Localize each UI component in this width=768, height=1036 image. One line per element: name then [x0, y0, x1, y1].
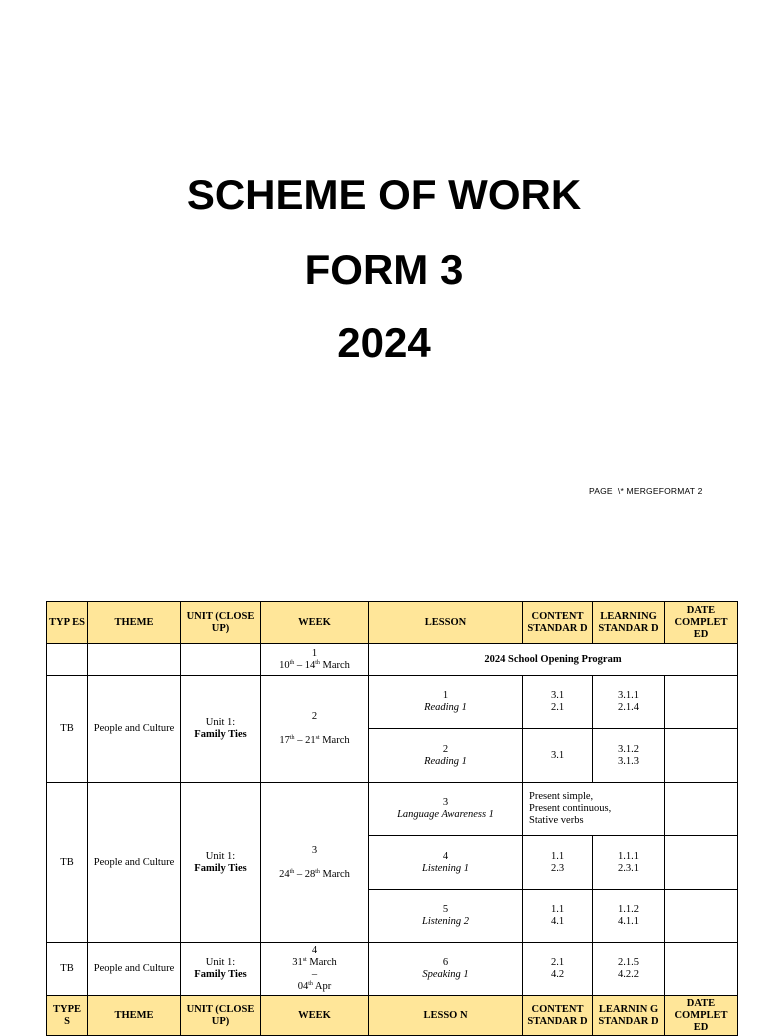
- title-line-2: FORM 3: [304, 246, 464, 293]
- learning-standard-cell: [593, 890, 665, 943]
- learning-standard: 3.1.3: [618, 755, 639, 767]
- theme-cell: People and Culture: [88, 943, 181, 996]
- content-standard: 2.3: [550, 862, 565, 874]
- header-date-completed: DATE COMPLET ED: [665, 602, 738, 644]
- content-standard-cell: [523, 676, 593, 729]
- date-completed-cell: [665, 676, 738, 729]
- lesson-name: Listening 2: [422, 916, 469, 927]
- header-unit: UNIT (CLOSE UP): [181, 996, 261, 1036]
- lesson-cell: [369, 676, 523, 729]
- table-row: [47, 943, 738, 996]
- lesson-name: Speaking 1: [422, 969, 469, 980]
- content-standard: 2.1: [550, 702, 565, 713]
- learning-standard-cell: [593, 729, 665, 783]
- lesson-cell: [369, 783, 523, 836]
- header-date-completed: DATE COMPLET ED: [665, 996, 738, 1036]
- learning-standard: 1.1.2: [618, 904, 639, 915]
- empty-cell: [47, 644, 88, 676]
- header-week: WEEK: [261, 602, 369, 644]
- learning-standard: 3.1.1: [618, 690, 639, 701]
- lesson-number: 4: [442, 850, 449, 862]
- learning-standard-cell: [593, 676, 665, 729]
- table-header-row: [47, 602, 738, 644]
- week-dates: 10th – 14th March: [279, 659, 350, 671]
- theme-cell: People and Culture: [88, 783, 181, 943]
- lesson-cell: [369, 943, 523, 996]
- week-dates: 31st March: [292, 957, 337, 968]
- learning-standard-cell: [593, 836, 665, 890]
- week-dates: –: [311, 969, 318, 980]
- learning-standard-cell: [593, 943, 665, 996]
- header-lesson: LESSON: [369, 602, 523, 644]
- learning-standard: 3.1.2: [618, 743, 639, 755]
- lesson-number: 6: [442, 957, 449, 968]
- date-completed-cell: [665, 890, 738, 943]
- date-completed-cell: [665, 783, 738, 836]
- page-number-field: PAGE \* MERGEFORMAT 2: [589, 486, 703, 496]
- learning-standard: 4.2.2: [618, 969, 639, 980]
- content-standard: 1.1: [550, 904, 565, 915]
- learning-standard: 2.1.4: [618, 702, 639, 713]
- lesson-number: 3: [442, 797, 449, 808]
- week-dates: 17th – 21st March: [279, 735, 350, 746]
- grammar-item: Present continuous,: [529, 803, 612, 814]
- date-completed-cell: [665, 943, 738, 996]
- content-standard: 1.1: [550, 850, 565, 862]
- grammar-item: Stative verbs: [529, 815, 584, 826]
- week-number: 1: [311, 647, 318, 659]
- header-lesson: LESSO N: [369, 996, 523, 1036]
- content-standard: 3.1: [550, 690, 565, 701]
- content-standard-cell: [523, 943, 593, 996]
- learning-standard: 1.1.1: [618, 850, 639, 862]
- content-standard-cell: [523, 729, 593, 783]
- table-row: [47, 676, 738, 729]
- week-number: 2: [311, 711, 318, 722]
- unit-name: Family Ties: [194, 862, 247, 874]
- empty-cell: [181, 644, 261, 676]
- unit-name: Family Ties: [194, 969, 247, 980]
- content-standard-cell: [523, 836, 593, 890]
- week-dates: 24th – 28th March: [279, 868, 350, 880]
- date-completed-cell: [665, 729, 738, 783]
- learning-standard: 4.1.1: [618, 916, 639, 927]
- type-cell: TB: [47, 676, 88, 783]
- header-theme: THEME: [88, 602, 181, 644]
- lesson-name: Reading 1: [424, 702, 467, 713]
- week-number: 3: [311, 844, 318, 856]
- unit-cell: [181, 783, 261, 943]
- theme-cell: People and Culture: [88, 676, 181, 783]
- content-standard: 4.2: [550, 969, 565, 980]
- grammar-focus-cell: [523, 783, 665, 836]
- content-standard-cell: [523, 890, 593, 943]
- unit-prefix: Unit 1:: [205, 717, 236, 728]
- type-cell: TB: [47, 943, 88, 996]
- header-learning-standard: LEARNING STANDAR D: [593, 602, 665, 644]
- grammar-item: Present simple,: [529, 791, 594, 802]
- empty-cell: [88, 644, 181, 676]
- title-line-3: 2024: [337, 319, 431, 366]
- header-theme: THEME: [88, 996, 181, 1036]
- header-learning-standard: LEARNIN G STANDAR D: [593, 996, 665, 1036]
- lesson-name: Reading 1: [424, 755, 467, 767]
- unit-prefix: Unit 1:: [205, 957, 236, 968]
- title-line-1: SCHEME OF WORK: [186, 171, 582, 218]
- header-week: WEEK: [261, 996, 369, 1036]
- unit-cell: [181, 943, 261, 996]
- lesson-cell: [369, 729, 523, 783]
- lesson-number: 1: [442, 690, 449, 701]
- header-unit: UNIT (CLOSE UP): [181, 602, 261, 644]
- week-cell: [261, 943, 369, 996]
- week-cell: [261, 644, 369, 676]
- header-types: TYPE S: [47, 996, 88, 1036]
- content-standard: 4.1: [550, 916, 565, 927]
- learning-standard: 2.1.5: [618, 957, 639, 968]
- type-cell: TB: [47, 783, 88, 943]
- learning-standard: 2.3.1: [618, 862, 639, 874]
- week-dates: 04th Apr: [297, 981, 332, 992]
- header-content-standard: CONTENT STANDAR D: [523, 602, 593, 644]
- content-standard: 2.1: [550, 957, 565, 968]
- header-types: TYP ES: [47, 602, 88, 644]
- unit-name: Family Ties: [194, 729, 247, 740]
- lesson-cell: [369, 836, 523, 890]
- date-completed-cell: [665, 836, 738, 890]
- lesson-cell: [369, 890, 523, 943]
- lesson-name: Listening 1: [422, 862, 469, 874]
- week-cell: [261, 783, 369, 943]
- scheme-of-work-table: [46, 601, 738, 1036]
- lesson-name: Language Awareness 1: [397, 809, 494, 820]
- school-opening-program: 2024 School Opening Program: [369, 644, 738, 676]
- content-standard: 3.1: [550, 749, 565, 761]
- table-row: [47, 783, 738, 836]
- week-cell: [261, 676, 369, 783]
- lesson-number: 2: [442, 743, 449, 755]
- lesson-number: 5: [442, 904, 449, 915]
- table-header-row-repeat: [47, 996, 738, 1036]
- table-row: [47, 644, 738, 676]
- week-number: 4: [311, 945, 318, 956]
- header-content-standard: CONTENT STANDAR D: [523, 996, 593, 1036]
- unit-prefix: Unit 1:: [205, 850, 236, 862]
- unit-cell: [181, 676, 261, 783]
